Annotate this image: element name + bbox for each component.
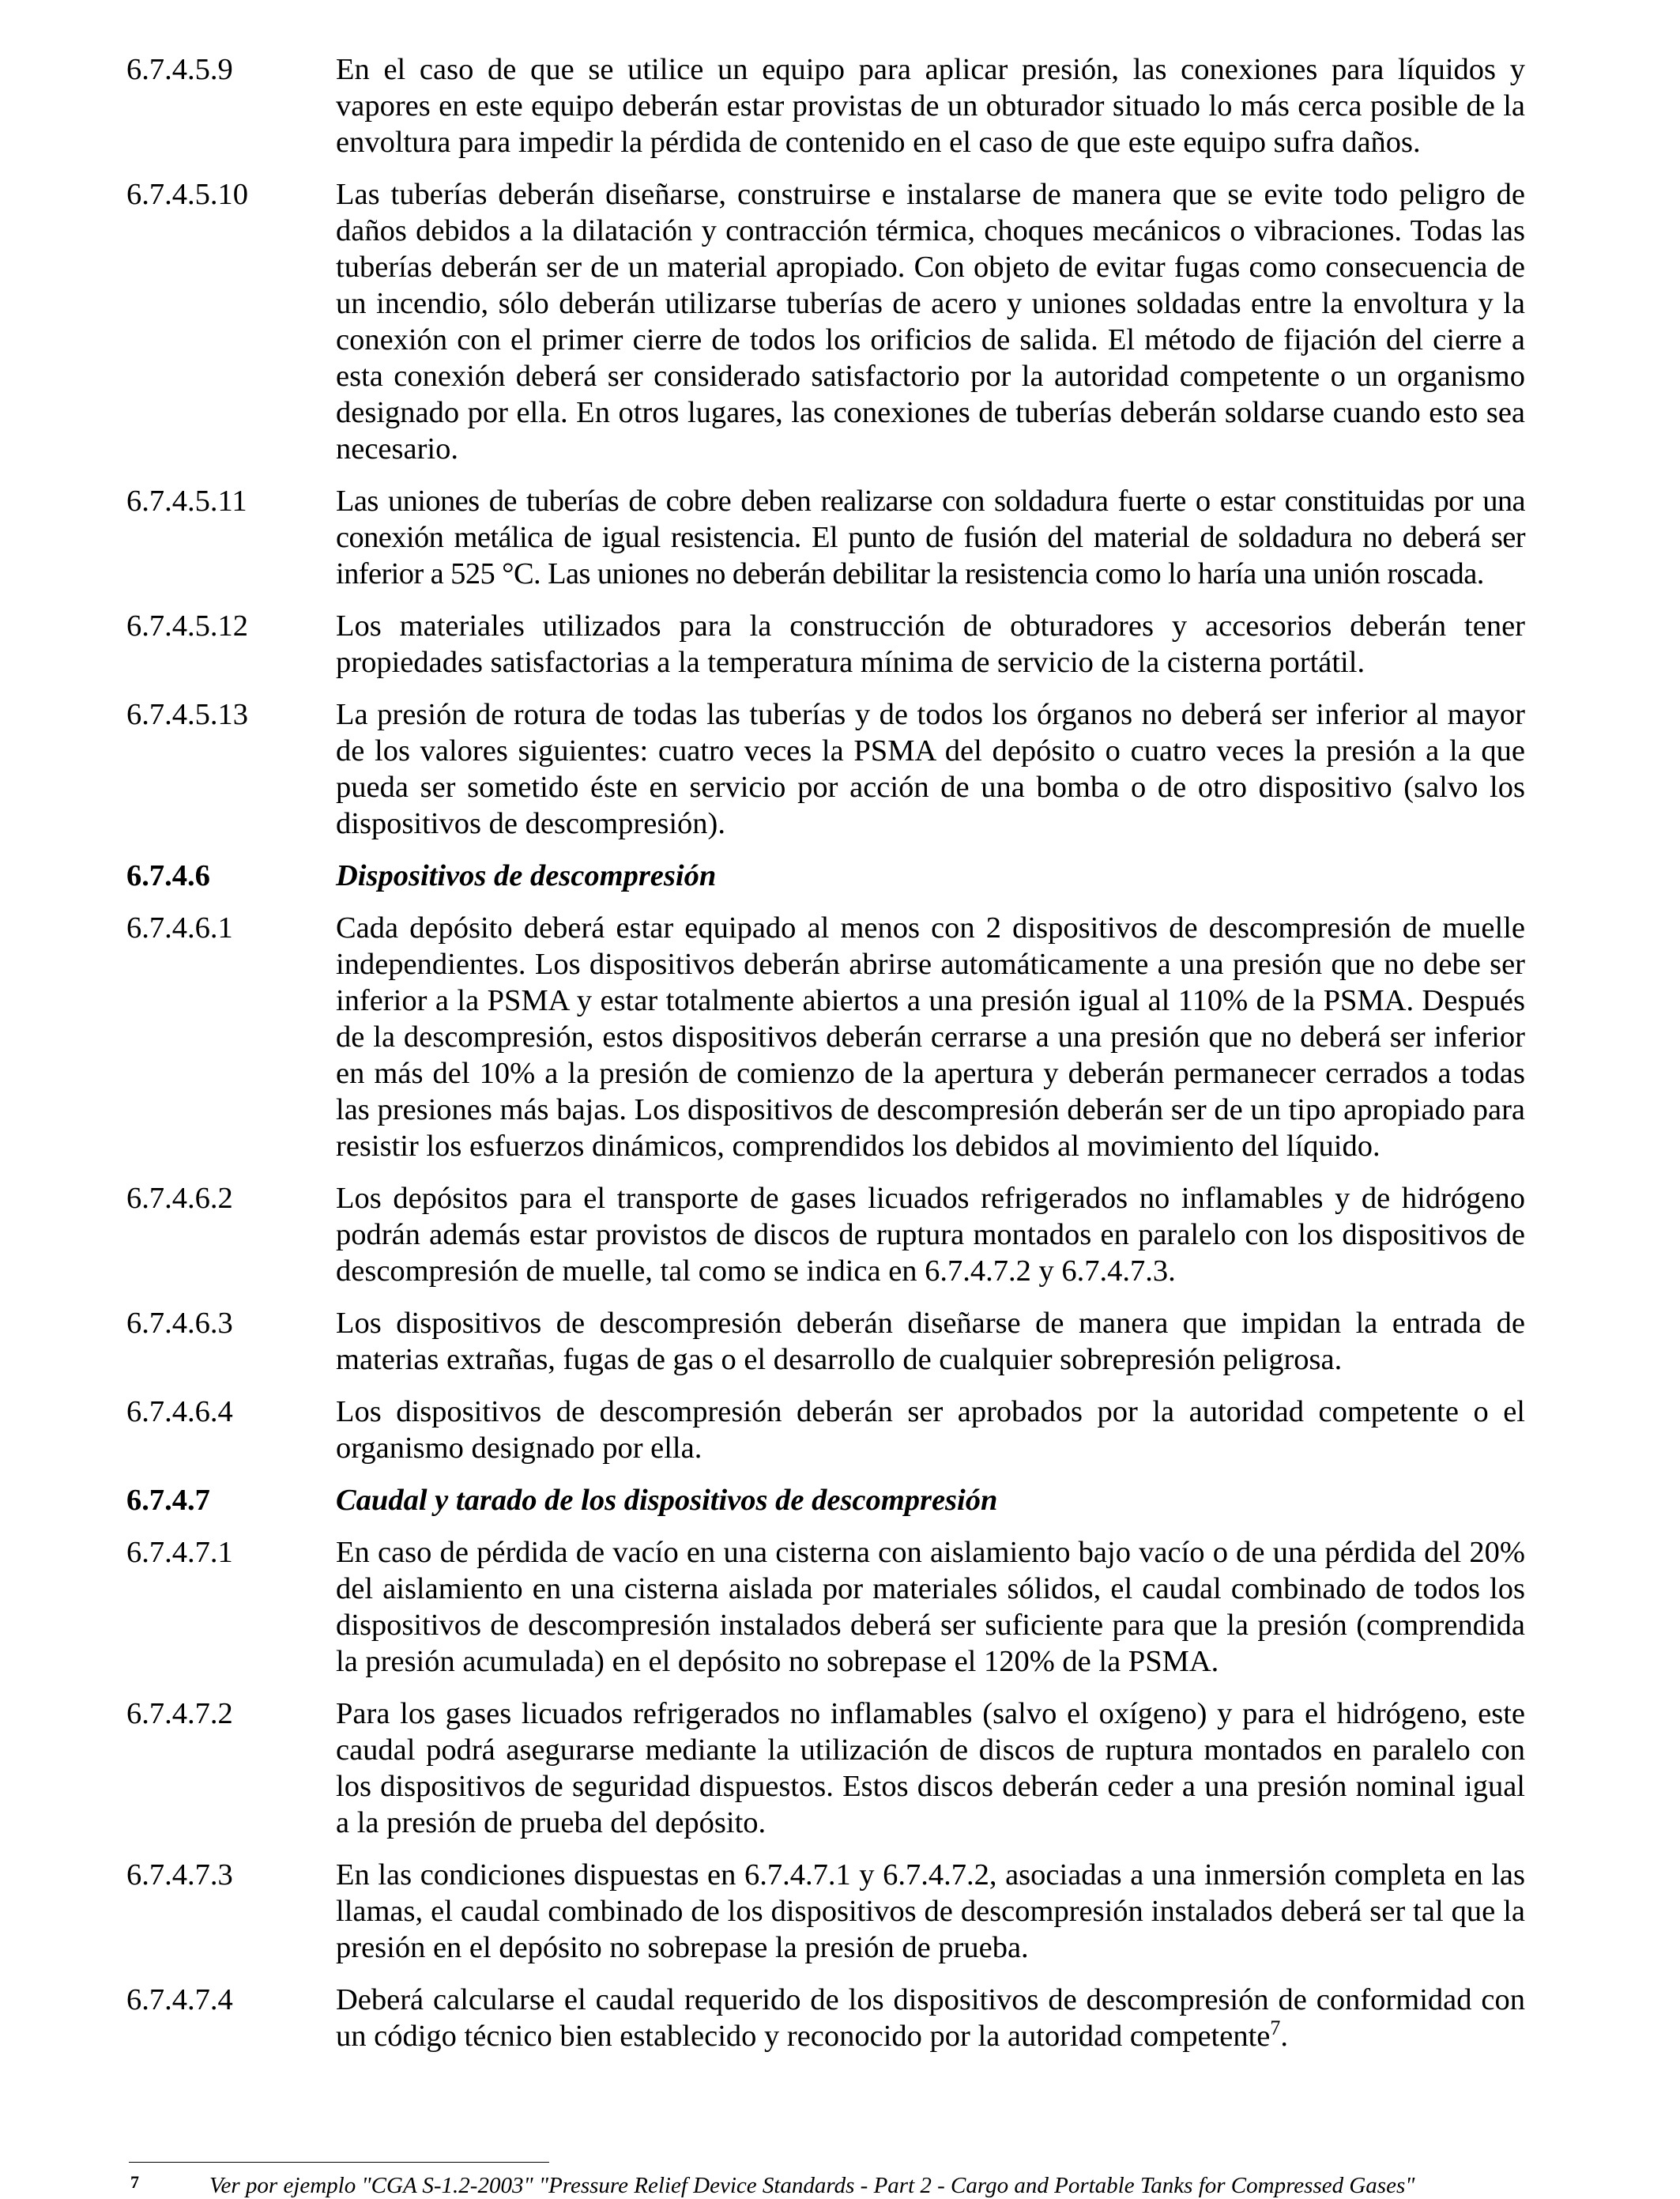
paragraph-text: Las tuberías deberán diseñarse, construirse e instalarse de manera que se evite todo peligro de daños debidos a la dilatación y contracción térmica, choques mecánicos o vibraciones. Todas las tuberías deberán ser de un material apropiado. Con objeto de evitar fugas como consecuencia de un incendio, sólo deberán utilizarse tuberías de acero y uniones soldadas entre la envoltura y la conexión con el primer cierre de todos los orificios de salida. El método de fijación del cierre a esta conexión deberá ser considerado satisfactorio por la autoridad competente o un organismo designado por ella. En otros lugares, las conexiones de tuberías deberán soldarse cuando esto sea necesario. <box>336 178 1525 466</box>
section-heading-6-7-4-7 <box>126 1482 1533 1518</box>
paragraph-number: 6.7.4.6.2 <box>126 1182 233 1215</box>
paragraph-number: 6.7.4.6.4 <box>126 1395 233 1428</box>
paragraph-6-7-4-5-12 <box>126 608 1533 681</box>
paragraph-text: Los dispositivos de descompresión deberán diseñarse de manera que impidan la entrada de materias extrañas, fugas de gas o el desarrollo de cualquier sobrepresión peligrosa. <box>336 1307 1525 1376</box>
paragraph-number: 6.7.4.6.1 <box>126 911 233 945</box>
paragraph-text: Los depósitos para el transporte de gases licuados refrigerados no inflamables y de hidrógeno podrán además estar provistos de discos de ruptura montados en paralelo con los dispositivos de descompresión de muelle, tal como se indica en 6.7.4.7.2 y 6.7.4.7.3. <box>336 1182 1525 1288</box>
paragraph-text: Las uniones de tuberías de cobre deben realizarse con soldadura fuerte o estar constituidas por una conexión metálica de igual resistencia. El punto de fusión del material de soldadura no deberá ser inferior a 525 °C. Las uniones no deberán debilitar la resistencia como lo haría una unión roscada. <box>336 485 1525 590</box>
paragraph-6-7-4-5-10 <box>126 176 1533 467</box>
paragraph-6-7-4-5-13 <box>126 696 1533 842</box>
footnote-text: Ver por ejemplo "CGA S-1.2-2003" "Pressure Relief Device Standards - Part 2 - Cargo and Portable Tanks for Compressed Gases" <box>209 2173 1415 2198</box>
paragraph-6-7-4-7-2 <box>126 1695 1533 1841</box>
paragraph-number: 6.7.4.7.4 <box>126 1983 233 2016</box>
paragraph-text: Los dispositivos de descompresión deberán ser aprobados por la autoridad competente o el organismo designado por ella. <box>336 1395 1525 1465</box>
paragraph-text: En caso de pérdida de vacío en una cisterna con aislamiento bajo vacío o de una pérdida del 20% del aislamiento en una cisterna aislada por materiales sólidos, el caudal combinado de todos los dispositivos de descompresión instalados deberá ser suficiente para que la presión (comprendida la presión acumulada) en el depósito no sobrepase el 120% de la PSMA. <box>336 1536 1525 1678</box>
paragraph-number: 6.7.4.7.2 <box>126 1697 233 1730</box>
paragraph-text-tail: . <box>1280 2020 1288 2053</box>
footnote-separator <box>129 2162 549 2163</box>
paragraph-6-7-4-6-1 <box>126 910 1533 1164</box>
paragraph-number: 6.7.4.5.9 <box>126 53 233 86</box>
paragraph-text: En las condiciones dispuestas en 6.7.4.7.1 y 6.7.4.7.2, asociadas a una inmersión completa en las llamas, el caudal combinado de los dispositivos de descompresión instalados deberá ser tal que la presión en el depósito no sobrepase la presión de prueba. <box>336 1858 1525 1964</box>
paragraph-text: Para los gases licuados refrigerados no inflamables (salvo el oxígeno) y para el hidrógeno, este caudal podrá asegurarse mediante la utilización de discos de ruptura montados en paralelo con los dispositivos de seguridad dispuestos. Estos discos deberán ceder a una presión nominal igual a la presión de prueba del depósito. <box>336 1697 1525 1839</box>
paragraph-6-7-4-7-4 <box>126 1982 1533 2054</box>
paragraph-number: 6.7.4.5.12 <box>126 609 248 643</box>
footnote-mark: 7 <box>130 2172 139 2192</box>
paragraph-number: 6.7.4.7.3 <box>126 1858 233 1892</box>
paragraph-6-7-4-5-11 <box>126 483 1533 592</box>
paragraph-number: 6.7.4.5.11 <box>126 485 247 518</box>
paragraph-text-body: Deberá calcularse el caudal requerido de los dispositivos de descompresión de conformidad con un código técnico bien establecido y reconocido por la autoridad competente <box>336 1983 1525 2053</box>
section-heading-6-7-4-6 <box>126 858 1533 894</box>
paragraph-text: Cada depósito deberá estar equipado al menos con 2 dispositivos de descompresión de muelle independientes. Los dispositivos deberán abrirse automáticamente a una presión que no debe ser inferior a la PSMA y estar totalmente abiertos a una presión igual al 110% de la PSMA. Después de la descompresión, estos dispositivos deberán cerrarse a una presión que no deberá ser inferior en más del 10% a la presión de comienzo de la apertura y deberán permanecer cerrados a todas las presiones más bajas. Los dispositivos de descompresión deberán ser de un tipo apropiado para resistir los esfuerzos dinámicos, comprendidos los debidos al movimiento del líquido. <box>336 911 1525 1163</box>
section-number: 6.7.4.7 <box>126 1484 210 1517</box>
paragraph-text <box>336 1982 1525 2054</box>
paragraph-text: La presión de rotura de todas las tuberías y de todos los órganos no deberá ser inferior al mayor de los valores siguientes: cuatro veces la PSMA del depósito o cuatro veces la presión a la que pueda ser sometido éste en servicio por acción de una bomba o de otro dispositivo (salvo los dispositivos de descompresión). <box>336 698 1525 840</box>
paragraph-6-7-4-7-3 <box>126 1857 1533 1966</box>
footnote-reference: 7 <box>1270 2016 1281 2039</box>
section-number: 6.7.4.6 <box>126 859 210 892</box>
paragraph-6-7-4-6-2 <box>126 1180 1533 1289</box>
paragraph-6-7-4-6-4 <box>126 1394 1533 1466</box>
document-body <box>126 51 1533 2070</box>
paragraph-number: 6.7.4.7.1 <box>126 1536 233 1569</box>
paragraph-text: Los materiales utilizados para la construcción de obturadores y accesorios deberán tener propiedades satisfactorias a la temperatura mínima de servicio de la cisterna portátil. <box>336 609 1525 679</box>
section-title: Caudal y tarado de los dispositivos de descompresión <box>336 1484 998 1517</box>
paragraph-6-7-4-7-1 <box>126 1534 1533 1680</box>
paragraph-text: En el caso de que se utilice un equipo para aplicar presión, las conexiones para líquidos y vapores en este equipo deberán estar provistas de un obturador situado lo más cerca posible de la envoltura para impedir la pérdida de contenido en el caso de que este equipo sufra daños. <box>336 53 1525 159</box>
paragraph-6-7-4-5-9 <box>126 51 1533 160</box>
paragraph-6-7-4-6-3 <box>126 1305 1533 1378</box>
paragraph-number: 6.7.4.6.3 <box>126 1307 233 1340</box>
paragraph-number: 6.7.4.5.10 <box>126 178 248 211</box>
paragraph-number: 6.7.4.5.13 <box>126 698 248 731</box>
section-title: Dispositivos de descompresión <box>336 859 717 892</box>
